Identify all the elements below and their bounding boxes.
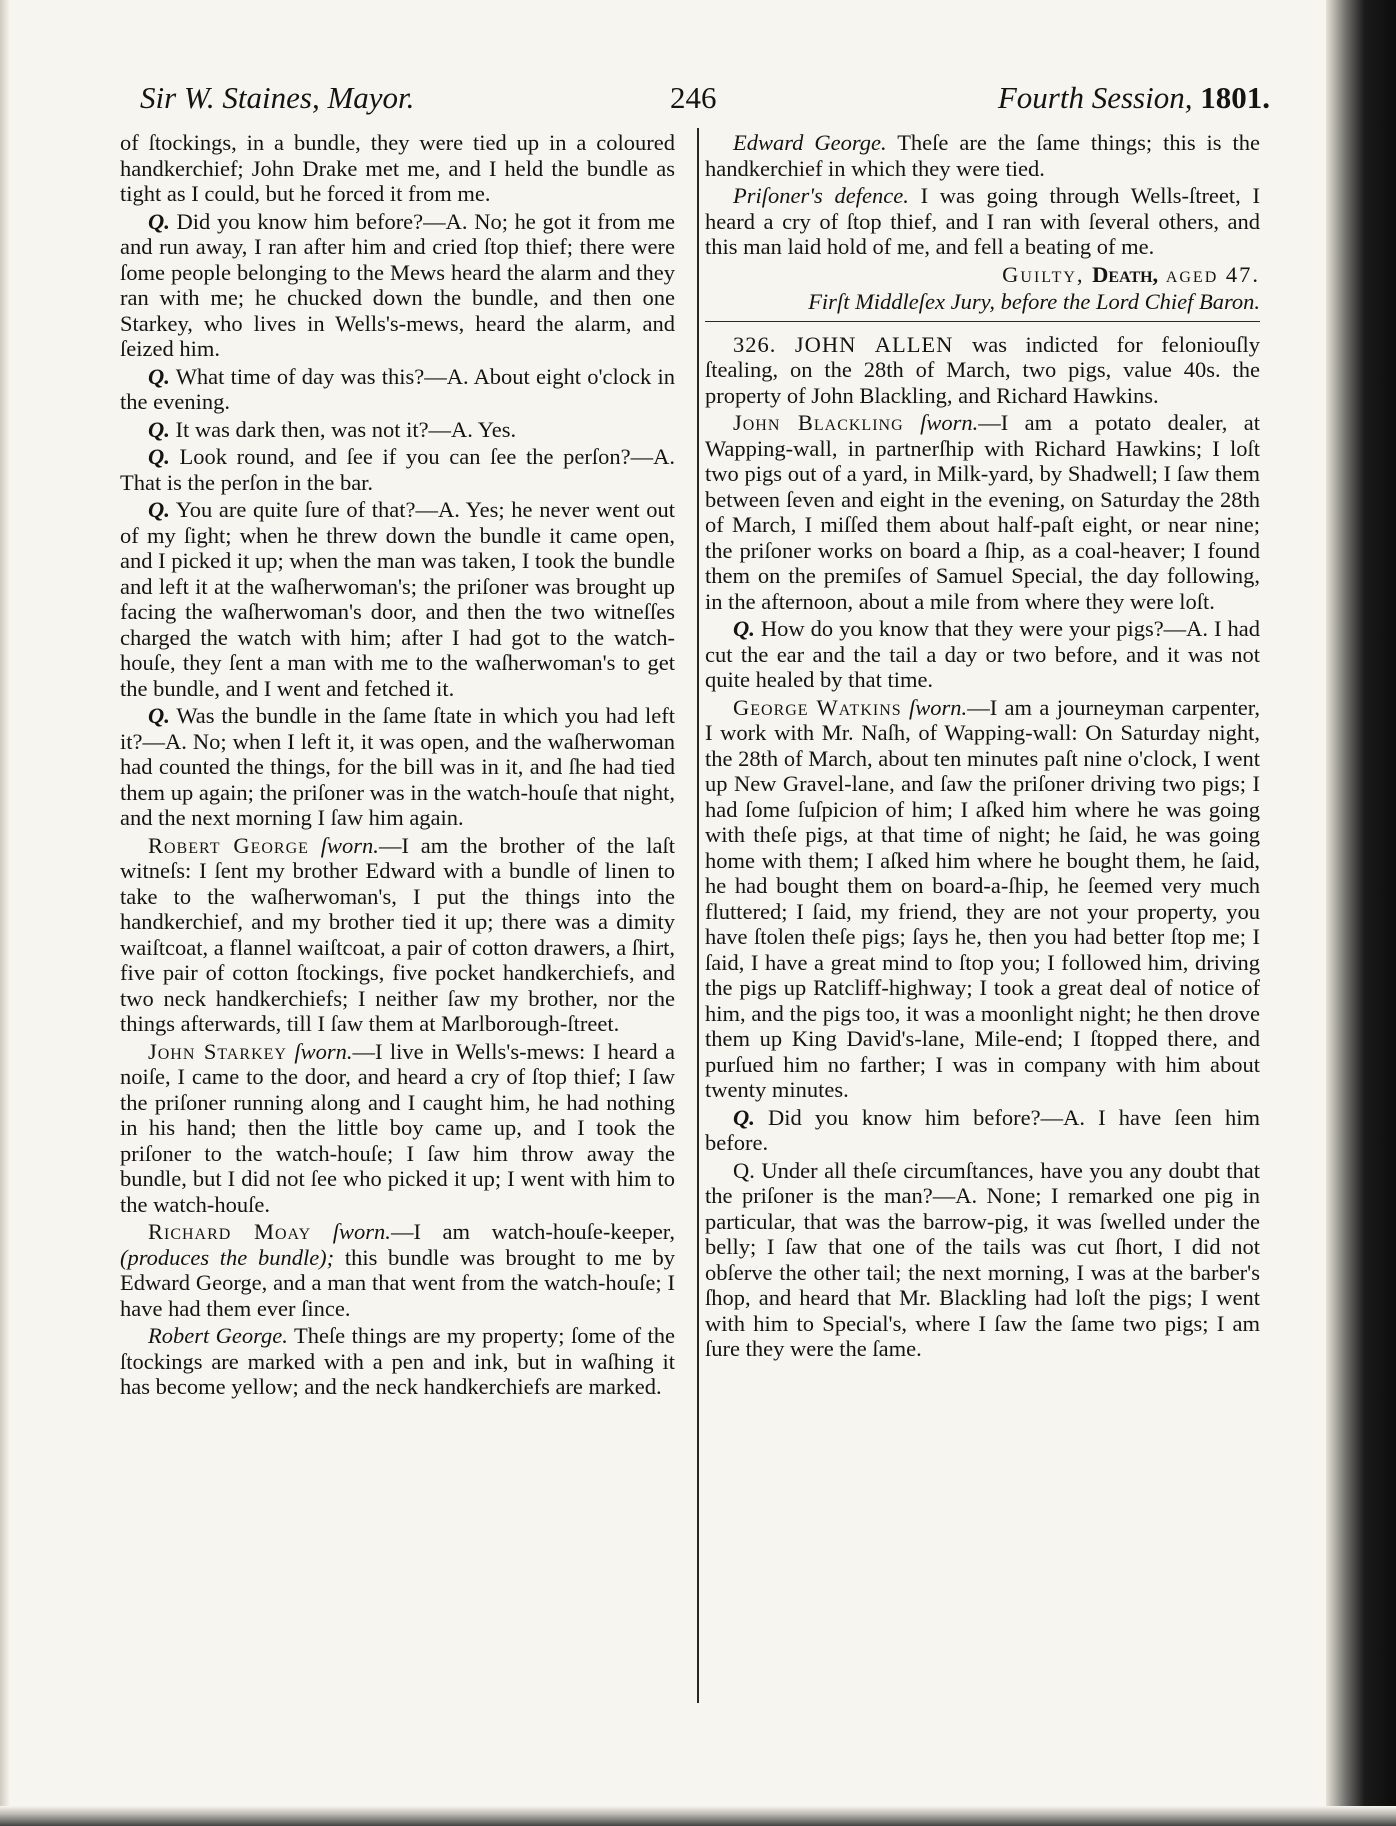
section-rule (705, 321, 1260, 322)
session-label: Fourth Session, (997, 80, 1193, 115)
sworn-label: ſworn. (920, 410, 979, 435)
scan-edge-right (1326, 0, 1396, 1826)
stage-direction: (produces the bundle); (120, 1244, 335, 1270)
defence (705, 183, 1260, 260)
testimony-text: —I am a journeyman carpenter, I work with Mr. Naſh, of Wapping-wall: On Saturday night, the 28th of March, about ten minutes paſt nine o'clock, I went up New Gravel-lane, and ſaw the priſoner driving two pigs; I had ſome ſuſpicion of him; I aſked him where he was going with theſe pigs, at that time of night; he ſaid, he was going home with them; I aſked him where he bought them, he ſaid, he had bought them on board-a-ſhip, he ſeemed very much fluttered; I ſaid, my friend, they are not your property, you have ſtolen theſe pigs; ſays he, then you had better ſtop me; I ſaid, I have a great mind to ſtop you; I followed him, driving the pigs up Ratcliff-highway; I took a great deal of notice of him, and the pigs too, it was a moonlight night; he then drove them up King David's-lane, Mile-end; I ſtopped there, and purſued him no farther; I was in company with him about twenty minutes. (705, 694, 1260, 1102)
testimony-text: this bundle was brought to me by Edward George, and a man that went from the watch-houſe; I have had them ever ſince. (120, 1244, 675, 1321)
q-marker: Q. (148, 703, 170, 728)
witness-name: Edward George. (733, 130, 887, 155)
q-marker: Q. (148, 416, 170, 442)
paragraph (120, 417, 675, 443)
q-marker: Q. (148, 363, 170, 389)
jury-line: Firſt Middleſex Jury, before the Lord Chief Baron. (808, 289, 1260, 314)
left-column (120, 130, 675, 1402)
sworn-label: ſworn. (909, 694, 968, 720)
indictment-text: was indicted for feloniouſly ſtealing, on the 28th of March, two pigs, value 40s. the property of John Blackling, and Richard Hawkins. (705, 331, 1260, 408)
testimony-text: Theſe are the ſame things; this is the handkerchief in which they were tied. (705, 130, 1260, 181)
paragraph-text: Look round, and ſee if you can ſee the perſon?—A. That is the perſon in the bar. (120, 444, 676, 495)
testimony (120, 1323, 675, 1400)
testimony (705, 410, 1260, 614)
witness-name: Robert George. (148, 1323, 288, 1348)
paragraph-text: You are quite ſure of that?—A. Yes; he never went out of my ſight; when he threw down the bundle it came open, and I picked it up; when the man was taken, I took the bundle and left it at the waſherwoman's; the priſoner was brought up facing the waſherwoman's door, and then the two witneſſes charged the watch with him; after I had got to the watch-houſe, they ſent a man with me to the waſherwoman's to get the bundle, and I went and fetched it. (120, 497, 676, 701)
paragraph (705, 1105, 1260, 1156)
verdict-sentence: Death, (1092, 261, 1159, 287)
scan-edge-bottom (0, 1806, 1396, 1826)
header-session (998, 80, 1270, 116)
paragraph (705, 1158, 1260, 1362)
defence-label: Priſoner's defence. (733, 183, 909, 208)
paragraph: of ſtockings, in a bundle, they were tied up in a coloured handkerchief; John Drake met me, and I held the bundle as tight as I could, but he forced it from me. (120, 130, 675, 206)
testimony-text: —I am a potato dealer, at Wapping-wall, in partnerſhip with Richard Hawkins; I loſt two pigs out of a yard, in Milk-yard, by Shadwell; I ſaw them between ſeven and eight in the evening, on Saturday the 28th of March, I miſſed them about half-paſt eight, or near nine; the priſoner works on board a ſhip, as a coal-heaver; I found them on the premiſes of Samuel Special, the day following, in the afternoon, about a mile from where they were loſt. (705, 410, 1261, 614)
witness-name: John Starkey (148, 1038, 287, 1064)
verdict (705, 262, 1260, 288)
sworn-label: ſworn. (320, 832, 379, 858)
q-marker: Q. (148, 497, 170, 522)
paragraph-text: Did you know him before?—A. I have ſeen him before. (705, 1104, 1261, 1155)
paragraph (120, 364, 675, 415)
running-header (140, 80, 1270, 124)
witness-name: John Blackling (733, 410, 904, 435)
witness-name: Robert George (148, 832, 309, 858)
q-marker: Q. (733, 1157, 755, 1183)
q-marker: Q. (733, 616, 755, 641)
q-marker: Q. (148, 444, 170, 469)
verdict-age: aged 47. (1165, 261, 1260, 287)
page-number: 246 (670, 80, 717, 115)
paragraph (120, 703, 675, 831)
paragraph-text: Did you know him before?—A. No; he got it from me and run away, I ran after him and cried ſtop thief; there were ſome people belonging to the Mews heard the alarm and they ran with me; he chucked down the bundle, and then one Starkey, who lives in Wells's-mews, heard the alarm, and ſeized him. (120, 208, 675, 361)
paragraph (705, 616, 1260, 693)
header-mayor: Sir W. Staines, Mayor. (140, 80, 415, 115)
scan-edge-left (0, 0, 10, 1826)
paragraph (120, 444, 675, 495)
case-number: 326. (733, 331, 777, 357)
testimony-text: —I am the brother of the laſt witneſs: I ſent my brother Edward with a bundle of linen to take to the waſherwoman's, I put the things into the handkerchief, and my brother tied it up; there was a dimity waiſtcoat, a flannel waiſtcoat, a pair of cotton drawers, a ſhirt, five pair of cotton ſtockings, five pocket handkerchiefs, and two neck handkerchiefs; I neither ſaw my brother, nor the things afterwards, till I ſaw them at Marlborough-ſtreet. (120, 832, 675, 1036)
defence-text: I was going through Wells-ſtreet, I heard a cry of ſtop thief, and I ran with ſeveral others, and this man laid hold of me, and fell a beating of me. (705, 183, 1260, 259)
paragraph-text: It was dark then, was not it?—A. Yes. (175, 416, 517, 442)
paragraph-text: Under all theſe circumſtances, have you any doubt that the priſoner is the man?—A. None; I remarked one pig in particular, that was the barrow-pig, it was ſwelled under the belly; I ſaw that one of the tails was cut ſhort, I did not obſerve the other tail; the next morning, I was at the barber's ſhop, and heard that Mr. Blackling had loſt the pigs; I went with him to Special's, where I ſaw the ſame two pigs; I am ſure they were the ſame. (705, 1157, 1260, 1361)
witness-name: Richard Moay (148, 1219, 312, 1244)
paragraph (120, 209, 675, 362)
right-column (705, 130, 1260, 1364)
testimony-text: —I am watch-houſe-keeper, (390, 1219, 676, 1244)
testimony (120, 1219, 675, 1321)
q-marker: Q. (148, 208, 170, 234)
testimony (120, 833, 675, 1037)
verdict-guilty: Guilty, (1002, 261, 1085, 287)
paragraph-text: What time of day was this?—A. About eight o'clock in the evening. (120, 363, 675, 414)
testimony-text: Theſe things are my property; ſome of the ſtockings are marked with a pen and ink, but in waſhing it has become yellow; and the neck handkerchiefs are marked. (120, 1323, 676, 1399)
witness-name: George Watkins (733, 694, 902, 720)
testimony-text: —I live in Wells's-mews: I heard a noiſe, I came to the door, and heard a cry of ſtop thief; I ſaw the priſoner running along and I caught him, he had nothing in his hand; then the little boy came up, and I took the priſoner to the watch-houſe; I ſaw him throw away the bundle, but I did not ſee who picked it up; I went with him to the watch-houſe. (120, 1038, 675, 1217)
testimony (705, 695, 1260, 1103)
testimony (705, 130, 1260, 181)
session-year: 1801. (1200, 80, 1270, 115)
defendant-name: JOHN ALLEN (794, 331, 954, 357)
sworn-label: ſworn. (332, 1219, 391, 1244)
paragraph-text: How do you know that they were your pigs?—A. I had cut the ear and the tail a day or two before, and it was not quite healed by that time. (705, 616, 1261, 692)
paragraph-text: Was the bundle in the ſame ſtate in which you had left it?—A. No; when I left it, it was open, and the waſherwoman had counted the things, for the bill was in it, and ſhe had tied them up again; the priſoner was in the watch-houſe that night, and the next morning I ſaw him again. (120, 703, 675, 830)
sworn-label: ſworn. (294, 1038, 353, 1064)
testimony (120, 1039, 675, 1218)
column-divider (697, 128, 699, 1703)
q-marker: Q. (733, 1104, 755, 1130)
paragraph (120, 497, 675, 701)
indictment (705, 332, 1260, 409)
